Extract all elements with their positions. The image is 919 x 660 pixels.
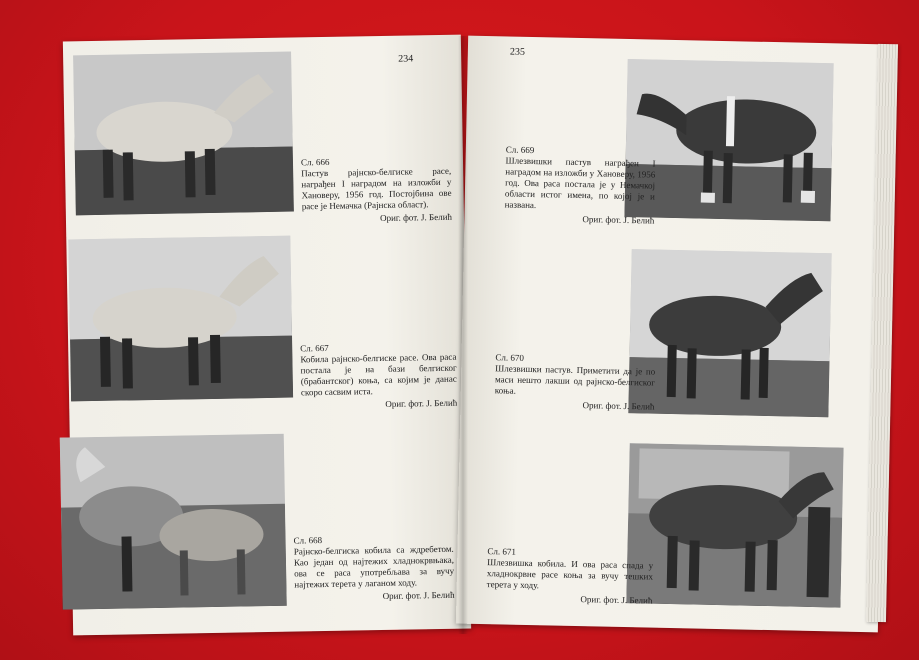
book-gutter: [458, 36, 468, 634]
caption-credit: Ориг. фот. J. Белић: [580, 594, 653, 606]
caption-id: Сл. 668: [293, 535, 323, 546]
left-page: [63, 35, 471, 636]
horse-photo-666: [73, 52, 294, 216]
caption-text: Шлезвишка кобила. И ова раса спада у хладнокрвне расе коња за вучу тешких терета у ходу.: [486, 557, 654, 591]
horse-photo-671: [626, 443, 843, 607]
caption-credit: Ориг. фот. J. Белић: [382, 589, 455, 602]
caption-id: Сл. 670: [495, 352, 525, 363]
caption-id: Сл. 667: [300, 342, 329, 354]
horse-photo-670: [628, 249, 831, 417]
horse-photo-669: [624, 59, 833, 221]
caption-credit: Ориг. фот. J. Белић: [582, 400, 655, 412]
caption-text: Шлезвишки пастув награђен I наградом на изложби у Хановеру, 1956 год. Ова раса постала је у Немачкој области истог имена, по којој је и названа.: [504, 155, 656, 211]
caption-credit: Ориг. фот. J. Белић: [385, 397, 458, 409]
page-number-right: 235: [509, 46, 525, 58]
caption-id: Сл. 666: [300, 156, 330, 168]
caption-credit: Ориг. фот. J. Белић: [379, 211, 453, 224]
caption-credit: Ориг. фот. J. Белић: [582, 214, 655, 226]
caption-667: [300, 341, 457, 412]
horse-photo-667: [68, 236, 293, 402]
caption-text: Шлезвишки пастув. Приметити да је по маси нешто лакши од рајнско-белгиског коња.: [494, 363, 656, 396]
caption-666: [301, 155, 452, 226]
caption-669: [504, 144, 656, 226]
page-number-left: 234: [398, 53, 414, 65]
caption-text: Рајнско-белгиска кобила са ждребетом. Као један од најтежих хладнокрвњака, ова се раса употребљава за вучу најтежих терета у лаганом ходу.: [293, 543, 455, 590]
caption-text: Кобила рајнско-белгиске расе. Ова раса постала је на бази белгиског (брабантског) коња, са којим је данас скоро сасвим иста.: [300, 351, 457, 398]
caption-id: Сл. 671: [487, 546, 517, 557]
caption-id: Сл. 669: [505, 144, 535, 156]
horse-photo-668: [60, 434, 287, 610]
caption-668: [294, 533, 455, 604]
caption-text: Пастув рајнско-белгиске расе, награђен I наградом на изложби у Хановеру, 1956 год. Постојбина ове расе је Немачка (Рајнска област).: [301, 165, 452, 212]
caption-671: [486, 546, 653, 606]
right-page: [456, 36, 890, 633]
caption-670: [494, 352, 655, 412]
